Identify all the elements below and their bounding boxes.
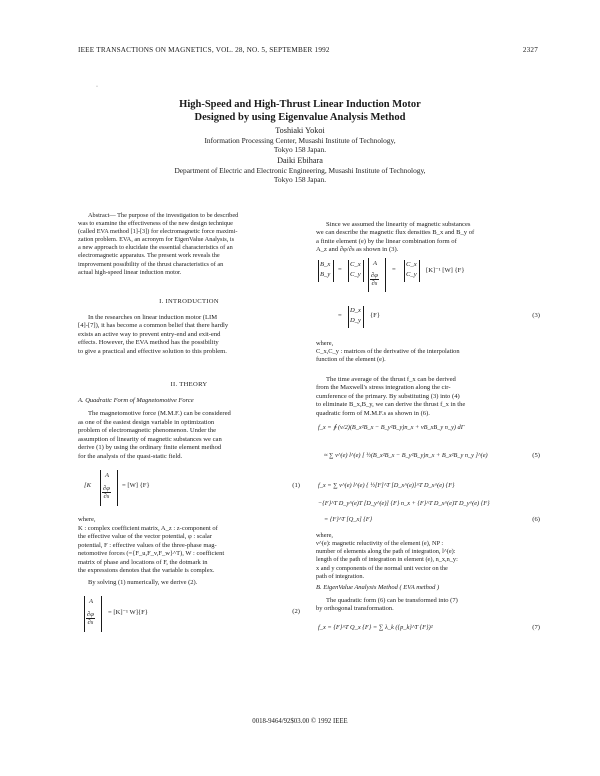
definition-line: x and y components of the normal unit vector on the	[316, 564, 448, 572]
author-name: Daiki Ebihara	[277, 156, 323, 165]
eq3-equals-2: =	[392, 266, 396, 273]
flux-density-paragraph	[316, 221, 540, 255]
paper-title-line-2: Designed by using Eigenvalue Analysis Method	[194, 112, 406, 123]
equation-6-line-1: f_x = ∑ ν^(e) l^(e) { ½[F]^T [D_x^(e)]^T D_x^(e) {F}	[318, 482, 455, 489]
subsection-heading: A. Quadratic Form of Magnetomotive Force	[78, 397, 194, 404]
definition-line: path of integration.	[316, 572, 365, 580]
paragraph-line: a finite element (e) by the linear combination form of	[316, 237, 457, 245]
symbol-definitions	[316, 348, 540, 364]
eq1-matrix-symbol: [K	[84, 482, 91, 489]
intro-line: [4]-[7]), it has become a common belief that there hardly	[78, 322, 229, 330]
speck-mark: ·	[96, 84, 98, 90]
eq3-bx: B_x	[320, 261, 331, 268]
equation-number: (7)	[532, 624, 540, 631]
thrust-paragraph	[316, 376, 540, 418]
definition-line: number of elements along the path of integration, l^(e):	[316, 548, 456, 556]
abstract-line: zation problem. EVA, an acronym for EigenValue Analysis, is	[78, 236, 235, 244]
paragraph-line: from the Maxwell's stress integration along the cir-	[316, 384, 451, 392]
eq3-vector-potential: A	[373, 260, 378, 267]
subsection-heading: B. EigenValue Analysis Method ( EVA method )	[316, 584, 440, 591]
abstract-line: actual high-speed linear induction motor.	[78, 268, 182, 276]
paragraph-line: The time average of the thrust f_x can be derived	[326, 376, 456, 383]
definition-line: K : complex coefficient matrix, A_z : z-component of	[78, 525, 218, 532]
eq2-derivative-num: ∂φ	[87, 611, 94, 618]
definition-line: length of the path of integration in element (e), n_x,n_y:	[316, 556, 458, 564]
eq3-by: B_y	[320, 271, 331, 278]
section-heading: II. THEORY	[170, 381, 208, 388]
journal-line: IEEE TRANSACTIONS ON MAGNETICS, VOL. 28, NO. 5, SEPTEMBER 1992	[78, 46, 330, 54]
equation-1	[84, 470, 300, 508]
eq3-derivative	[370, 272, 379, 287]
intro-line: In the researches on linear induction motor (LIM	[88, 314, 218, 321]
abstract-line: (called EVA method [1]-[3]) for electromagnetic force maximi-	[78, 228, 238, 236]
paragraph-line: to eliminate B_x,B_y, we can derive the thrust f_x in the	[316, 401, 466, 409]
paragraph-line: we can describe the magnetic flux densities B_x and B_y of	[316, 229, 475, 237]
abstract-line: improvement possibility of the thrust characteristics of an	[78, 260, 224, 268]
symbol-definitions	[78, 525, 300, 575]
equation-5-body: ≈ ∑ ν^(e) l^(e) [ ½(B_x²B_x − B_y²B_y)n_x + B_x²B_y n_y ]^(e)	[324, 452, 488, 459]
author-city: Tokyo 158 Japan.	[273, 175, 327, 184]
eq3-cvy: C_y	[406, 271, 417, 278]
intro-line: to give a practical and effective solution to this problem.	[78, 347, 227, 355]
theory-paragraph	[78, 410, 300, 462]
introduction-text	[78, 314, 300, 356]
eq1-derivative	[102, 485, 111, 500]
eva-paragraph	[316, 597, 540, 614]
author-affiliation: Information Processing Center, Musashi Institute of Technology,	[204, 136, 396, 145]
equation-number: (2)	[292, 608, 300, 615]
abstract-line: was to examine the effectiveness of the new design technique	[78, 220, 233, 228]
theory-line: assumption of linearity of magnetic substances we can	[78, 435, 222, 443]
equation-6-line-3: = {F}^T [Q_x] {F}	[324, 516, 373, 523]
eq1-rhs: = [W] {F}	[122, 482, 150, 489]
definition-line: potential, F : effective values of the three-phase mag-	[78, 541, 217, 549]
solve-sentence: By solving (1) numerically, we derive (2).	[88, 579, 198, 586]
paragraph-line: quadratic form of M.M.F.s as shown in (6).	[316, 409, 430, 417]
equation-2	[84, 596, 300, 634]
equation-4: f_x = ∮ (ν/2)(B_x²B_x − B_y²B_y)n_x + νB_xB_y n_y) dΓ	[318, 424, 465, 431]
equation-number: (5)	[532, 452, 540, 459]
equation-7: f_x = {F}^T Q_x {F} = ∑ λ_k ({p_k}^T {F})²	[318, 624, 433, 631]
theory-line: derive (1) by using the ordinary finite element method	[78, 444, 222, 452]
eq3-derivative-num: ∂φ	[371, 272, 378, 279]
symbol-definitions	[316, 540, 540, 581]
page-number: 2327	[522, 46, 538, 54]
eq2-derivative-den: ∂s	[87, 619, 94, 626]
eq3-derivative-den: ∂s	[371, 280, 378, 287]
eq1-derivative-den: ∂s	[103, 493, 110, 500]
where-label: where,	[316, 532, 333, 539]
eq3-dy: D_y	[350, 317, 361, 324]
eq1-vector-potential: A	[105, 472, 110, 479]
paragraph-line: cumference of the primary. By substituting (3) into (4)	[316, 392, 460, 400]
eq3-rhs-2: {F}	[370, 312, 380, 319]
eq1-derivative-num: ∂φ	[103, 485, 110, 492]
author-city: Tokyo 158 Japan.	[273, 145, 327, 154]
paragraph-line: Since we assumed the linearity of magnetic substances	[326, 221, 471, 228]
running-header	[78, 46, 538, 54]
abstract-line: Abstract— The purpose of the investigation to be described	[88, 212, 239, 219]
eq2-rhs: = [K]⁻¹ W]{F}	[108, 609, 148, 616]
definition-line: the effective value of the vector potential, φ : scalar	[78, 533, 212, 541]
author-name: Toshiaki Yokoi	[275, 126, 325, 135]
paragraph-line: A_z and ∂φ/∂s as shown in (3).	[316, 246, 399, 254]
abstract-line: a new approach to elucidate the essential characteristics of an	[78, 244, 233, 252]
eq3-equals-3: =	[338, 312, 342, 319]
definition-line: netomotive forces (={F_u,F_v,F_w}^T), W : coefficient	[78, 550, 225, 558]
theory-line: for the analysis of the quasi-static field.	[78, 452, 183, 460]
eq2-vector-potential: A	[89, 598, 94, 605]
definition-line: ν^(e): magnetic reluctivity of the element (e), NP :	[316, 540, 444, 547]
definition-line: matrix of phase and locations of F, the dotmark in	[78, 558, 208, 566]
definition-line: function of the element (e).	[316, 356, 386, 364]
equation-6-line-2: −{F}^T D_y^(e)T [D_y^(e)] {F} n_x + {F}^T D_x^(e)T D_y^(e) {F}	[318, 500, 490, 507]
equation-number: (1)	[292, 482, 300, 489]
equation-number: (6)	[532, 516, 540, 523]
paragraph-line: by orthogonal transformation.	[316, 605, 394, 613]
paper-title-line-1: High-Speed and High-Thrust Linear Induction Motor	[179, 99, 421, 110]
theory-line: The magnetomotive force (M.M.F.) can be considered	[88, 410, 231, 417]
equation-3	[318, 258, 540, 334]
eq3-cy: C_y	[350, 271, 361, 278]
author-affiliation: Department of Electric and Electronic Engineering, Musashi Institute of Technology,	[174, 166, 426, 175]
eq3-cx: C_x	[350, 261, 361, 268]
definition-line: the expressions denotes that the variable is complex.	[78, 567, 215, 575]
eq3-dx: D_x	[350, 307, 361, 314]
abstract	[78, 212, 300, 277]
where-label: where,	[316, 340, 334, 347]
definition-line: C_x,C_y : matrices of the derivative of the interpolation	[316, 348, 460, 355]
theory-line: problem of electromagnetic phenomenon. Under the	[78, 427, 217, 435]
eq2-derivative	[86, 611, 95, 626]
section-heading: I. INTRODUCTION	[159, 298, 219, 305]
equation-number: (3)	[532, 312, 540, 319]
eq3-equals: =	[338, 266, 342, 273]
where-label: where,	[78, 516, 96, 523]
copyright-footer: 0018-9464/92$03.00 © 1992 IEEE	[252, 718, 348, 725]
eq3-rhs: [K]⁻¹ [W] {F}	[426, 267, 465, 274]
theory-line: as one of the easiest design variable in optimization	[78, 418, 215, 426]
intro-line: exists an active way to prevent entry-end and exit-end	[78, 330, 221, 338]
paragraph-line: The quadratic form (6) can be transformed into (7)	[326, 597, 458, 604]
eq3-cvx: C_x	[406, 261, 417, 268]
intro-line: effects. However, the EVA method has the possibility	[78, 339, 219, 347]
abstract-line: electromagnetic apparatus. The present work reveals the	[78, 252, 220, 260]
